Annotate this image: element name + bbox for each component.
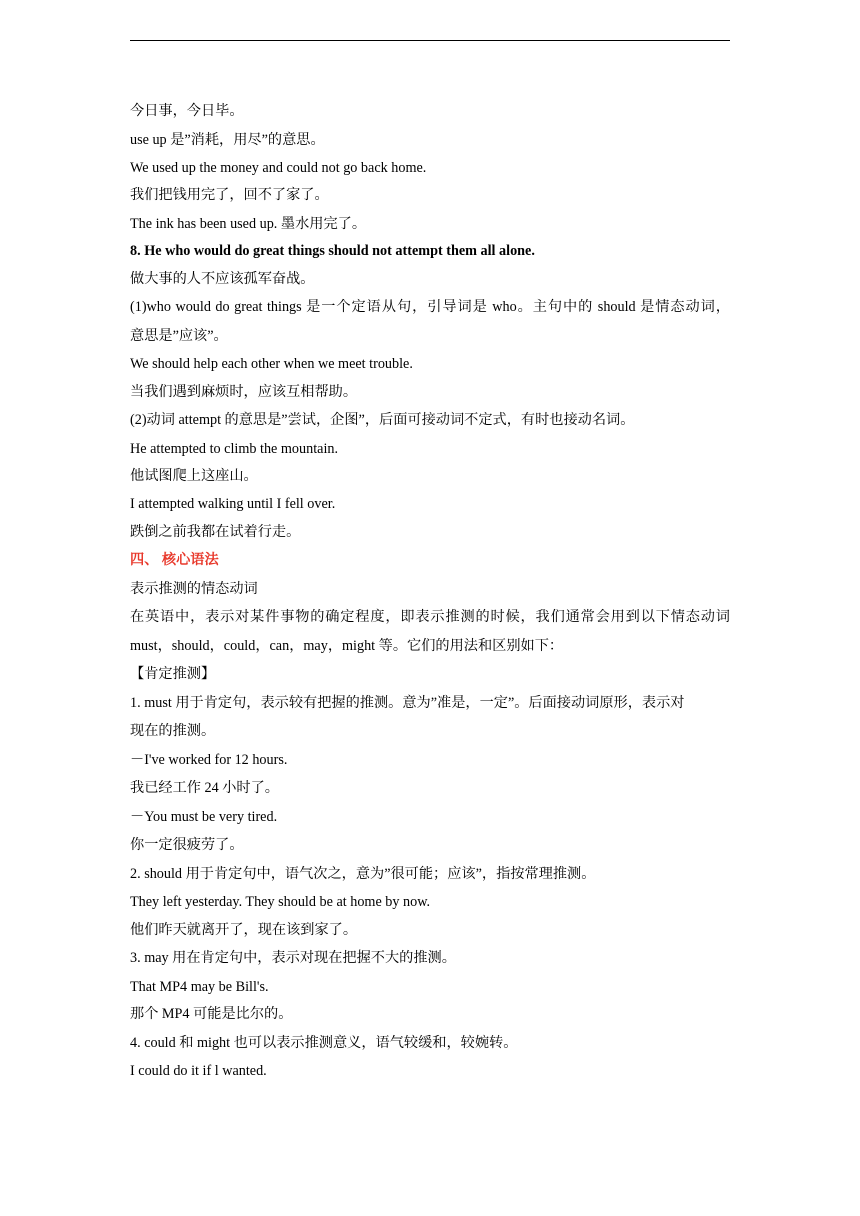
use-up-explanation: use up 是”消耗，用尽”的意思。 xyxy=(130,131,325,148)
grammar-note-continued: 意思是”应该”。 xyxy=(130,327,228,344)
header-rule xyxy=(130,40,730,41)
proverb-translation: 做大事的人不应该孤军奋战。 xyxy=(130,270,315,287)
usage-rule-continued: 现在的推测。 xyxy=(130,723,216,740)
usage-rule: 2. should 用于肯定句中，语气次之，意为”很可能；应该”，指按常理推测。 xyxy=(130,865,596,882)
dialogue-line-en: －I've worked for 12 hours. xyxy=(130,751,288,768)
example-sentence: The ink has been used up. 墨水用完了。 xyxy=(130,215,367,232)
example-sentence-zh: 我们把钱用完了，回不了家了。 xyxy=(130,187,329,204)
proverb-translation: 今日事，今日毕。 xyxy=(130,103,244,119)
example-sentence-en: We used up the money and could not go back home. xyxy=(130,160,427,176)
subsection-heading: 【肯定推测】 xyxy=(130,666,216,683)
grammar-note: (2)动词 attempt 的意思是”尝试，企图”，后面可接动词不定式，有时也接动名词。 xyxy=(130,412,635,429)
example-sentence-en: I could do it if l wanted. xyxy=(130,1063,267,1080)
proverb-heading: 8. He who would do great things should not attempt them all alone. xyxy=(130,243,535,260)
example-sentence-zh: 那个 MP4 可能是比尔的。 xyxy=(130,1006,293,1023)
example-sentence-en: They left yesterday. They should be at home by now. xyxy=(130,894,431,911)
usage-rule: 4. could 和 might 也可以表示推测意义，语气较缓和，较婉转。 xyxy=(130,1034,518,1051)
example-sentence-zh: 他试图爬上这座山。 xyxy=(130,467,258,484)
section-heading: 四、 核心语法 xyxy=(130,552,219,569)
example-sentence-en: He attempted to climb the mountain. xyxy=(130,440,339,457)
usage-rule: 1. must 用于肯定句，表示较有把握的推测。意为”准是，一定”。后面接动词原形，表示对 xyxy=(130,694,685,711)
document-body xyxy=(130,102,730,1090)
example-sentence-zh: 跌倒之前我都在试着行走。 xyxy=(130,523,301,540)
example-sentence-en: We should help each other when we meet trouble. xyxy=(130,356,413,373)
dialogue-line-zh: 你一定很疲劳了。 xyxy=(130,837,244,854)
example-sentence-zh: 当我们遇到麻烦时，应该互相帮助。 xyxy=(130,383,358,400)
intro-paragraph: 在英语中，表示对某件事物的确定程度，即表示推测的时候，我们通常会用到以下情态动词 xyxy=(130,609,730,626)
usage-rule: 3. may 用在肯定句中，表示对现在把握不大的推测。 xyxy=(130,950,456,967)
topic-title: 表示推测的情态动词 xyxy=(130,580,258,597)
dialogue-line-zh: 我已经工作 24 小时了。 xyxy=(130,780,279,797)
example-sentence-en: I attempted walking until I fell over. xyxy=(130,496,336,513)
example-sentence-en: That MP4 may be Bill's. xyxy=(130,978,269,995)
dialogue-line-en: －You must be very tired. xyxy=(130,808,278,825)
grammar-note: (1)who would do great things 是一个定语从句，引导词是 who。主句中的 should 是情态动词， xyxy=(130,299,730,316)
intro-paragraph-continued: must，should，could，can，may，might 等。它们的用法和区别如下： xyxy=(130,637,564,654)
example-sentence-zh: 他们昨天就离开了，现在该到家了。 xyxy=(130,921,358,938)
